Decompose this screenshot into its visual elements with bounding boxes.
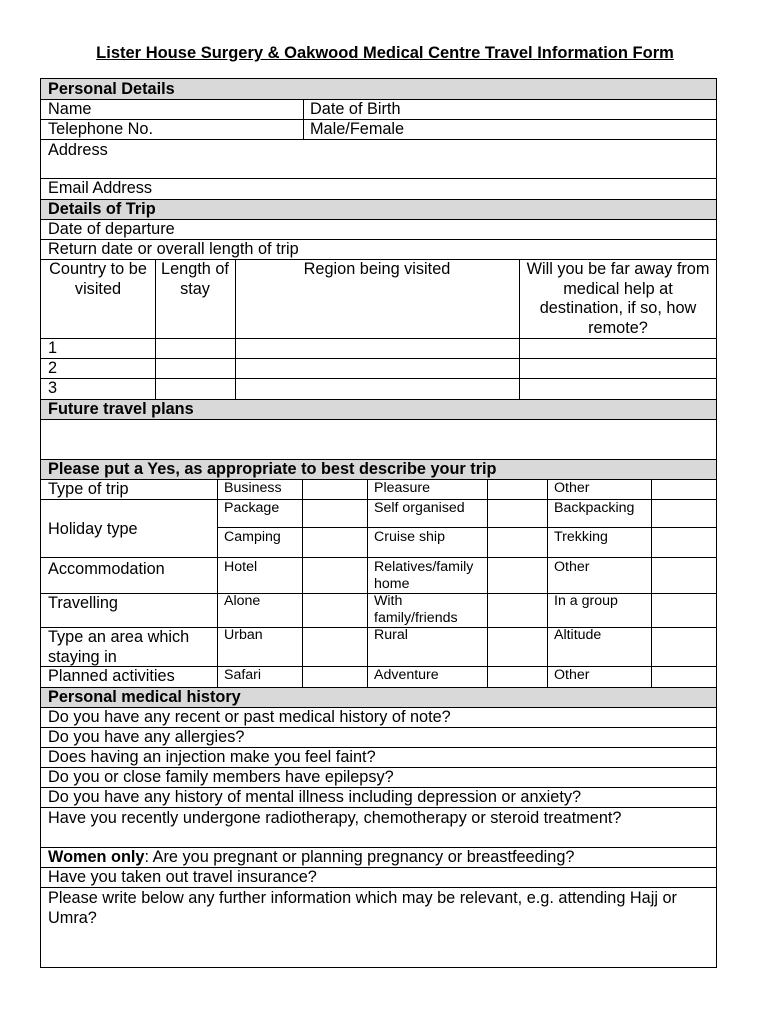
pregnancy-question: : Are you pregnant or planning pregnancy or breastfeeding? bbox=[144, 848, 575, 866]
telephone-field[interactable]: Telephone No. bbox=[48, 120, 154, 138]
option-relatives: Relatives/family home bbox=[374, 559, 474, 592]
medical-q2[interactable]: Do you have any allergies? bbox=[48, 728, 245, 746]
holiday-type-label: Holiday type bbox=[48, 520, 138, 538]
future-travel-header: Future travel plans bbox=[48, 400, 194, 418]
option-safari: Safari bbox=[224, 667, 262, 683]
address-field[interactable]: Address bbox=[48, 141, 108, 159]
col-remote: Will you be far away from medical help at destination, if so, how remote? bbox=[526, 260, 710, 337]
travelling-label: Travelling bbox=[48, 594, 118, 612]
option-trip-other: Other bbox=[554, 480, 590, 496]
name-field[interactable]: Name bbox=[48, 100, 92, 118]
trip-row-2: 2 bbox=[48, 359, 58, 377]
option-business: Business bbox=[224, 480, 282, 496]
option-pleasure: Pleasure bbox=[374, 480, 430, 496]
option-altitude: Altitude bbox=[554, 627, 602, 643]
further-info-field[interactable]: Please write below any further information which may be relevant, e.g. attending Hajj or Umra? bbox=[48, 889, 677, 927]
choices-header: Please put a Yes, as appropriate to best describe your trip bbox=[48, 460, 497, 478]
option-alone: Alone bbox=[224, 593, 261, 609]
option-accommodation-other: Other bbox=[554, 559, 590, 575]
option-package: Package bbox=[224, 500, 280, 516]
option-hotel: Hotel bbox=[224, 559, 258, 575]
option-urban: Urban bbox=[224, 627, 263, 643]
form-title: Lister House Surgery & Oakwood Medical Centre Travel Information Form bbox=[96, 44, 674, 62]
activities-label: Planned activities bbox=[48, 667, 175, 685]
return-date-field[interactable]: Return date or overall length of trip bbox=[48, 240, 299, 258]
option-in-a-group: In a group bbox=[554, 593, 618, 609]
col-region: Region being visited bbox=[303, 260, 451, 278]
medical-q8[interactable]: Have you taken out travel insurance? bbox=[48, 868, 317, 886]
medical-q3[interactable]: Does having an injection make you feel faint? bbox=[48, 748, 376, 766]
personal-details-header: Personal Details bbox=[48, 80, 175, 98]
medical-q6[interactable]: Have you recently undergone radiotherapy, chemotherapy or steroid treatment? bbox=[48, 809, 622, 827]
trip-row-1: 1 bbox=[48, 339, 58, 357]
trip-row-3: 3 bbox=[48, 379, 58, 397]
option-adventure: Adventure bbox=[374, 667, 439, 683]
women-only-label: Women only bbox=[48, 848, 145, 866]
medical-q7[interactable] bbox=[48, 848, 574, 868]
dob-field[interactable]: Date of Birth bbox=[310, 100, 401, 118]
area-label: Type an area which staying in bbox=[48, 628, 190, 666]
type-of-trip-label: Type of trip bbox=[48, 480, 129, 498]
option-trekking: Trekking bbox=[554, 529, 608, 545]
option-camping: Camping bbox=[224, 529, 281, 545]
trip-details-header: Details of Trip bbox=[48, 200, 156, 218]
col-length: Length of stay bbox=[161, 260, 229, 298]
departure-field[interactable]: Date of departure bbox=[48, 220, 175, 238]
option-self-organised: Self organised bbox=[374, 500, 465, 516]
option-cruise-ship: Cruise ship bbox=[374, 529, 445, 545]
medical-q5[interactable]: Do you have any history of mental illness including depression or anxiety? bbox=[48, 788, 582, 806]
accommodation-label: Accommodation bbox=[48, 560, 165, 578]
sex-field[interactable]: Male/Female bbox=[310, 120, 405, 138]
option-backpacking: Backpacking bbox=[554, 500, 635, 516]
medical-q1[interactable]: Do you have any recent or past medical history of note? bbox=[48, 708, 451, 726]
medical-q4[interactable]: Do you or close family members have epilepsy? bbox=[48, 768, 394, 786]
col-country: Country to be visited bbox=[49, 260, 147, 298]
medical-history-header: Personal medical history bbox=[48, 688, 241, 706]
option-activities-other: Other bbox=[554, 667, 590, 683]
email-field[interactable]: Email Address bbox=[48, 179, 153, 197]
option-rural: Rural bbox=[374, 627, 408, 643]
option-with-family: With family/friends bbox=[374, 593, 458, 626]
